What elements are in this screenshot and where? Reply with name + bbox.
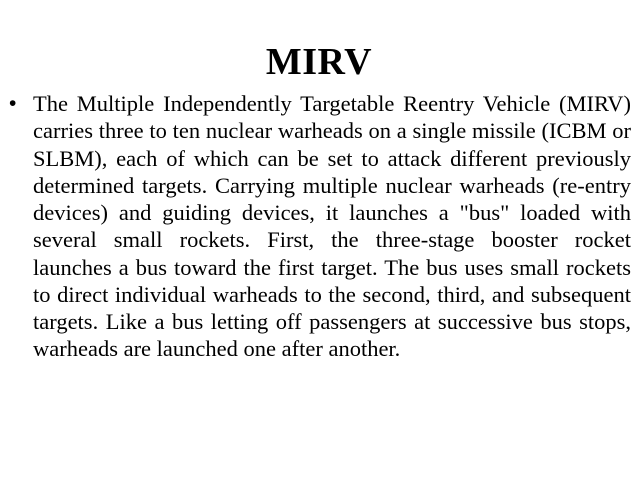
bullet-text: The Multiple Independently Targetable Reentry Vehicle (MIRV) carries three to ten nuclear warheads on a single missile (ICBM or SLBM), each of which can be set to attack different previously determined targets. Carrying multiple nuclear warheads (re-entry devices) and guiding devices, it launches a "bus" loaded with several small rockets. First, the three-stage booster rocket launches a bus toward the first target. The bus uses small rockets to direct individual warheads to the second, third, and subsequent targets. Like a bus letting off passengers at successive bus stops, warheads are launched one after another. (33, 91, 631, 362)
bullet-marker: • (9, 92, 17, 115)
slide-title: MIRV (265, 41, 373, 83)
